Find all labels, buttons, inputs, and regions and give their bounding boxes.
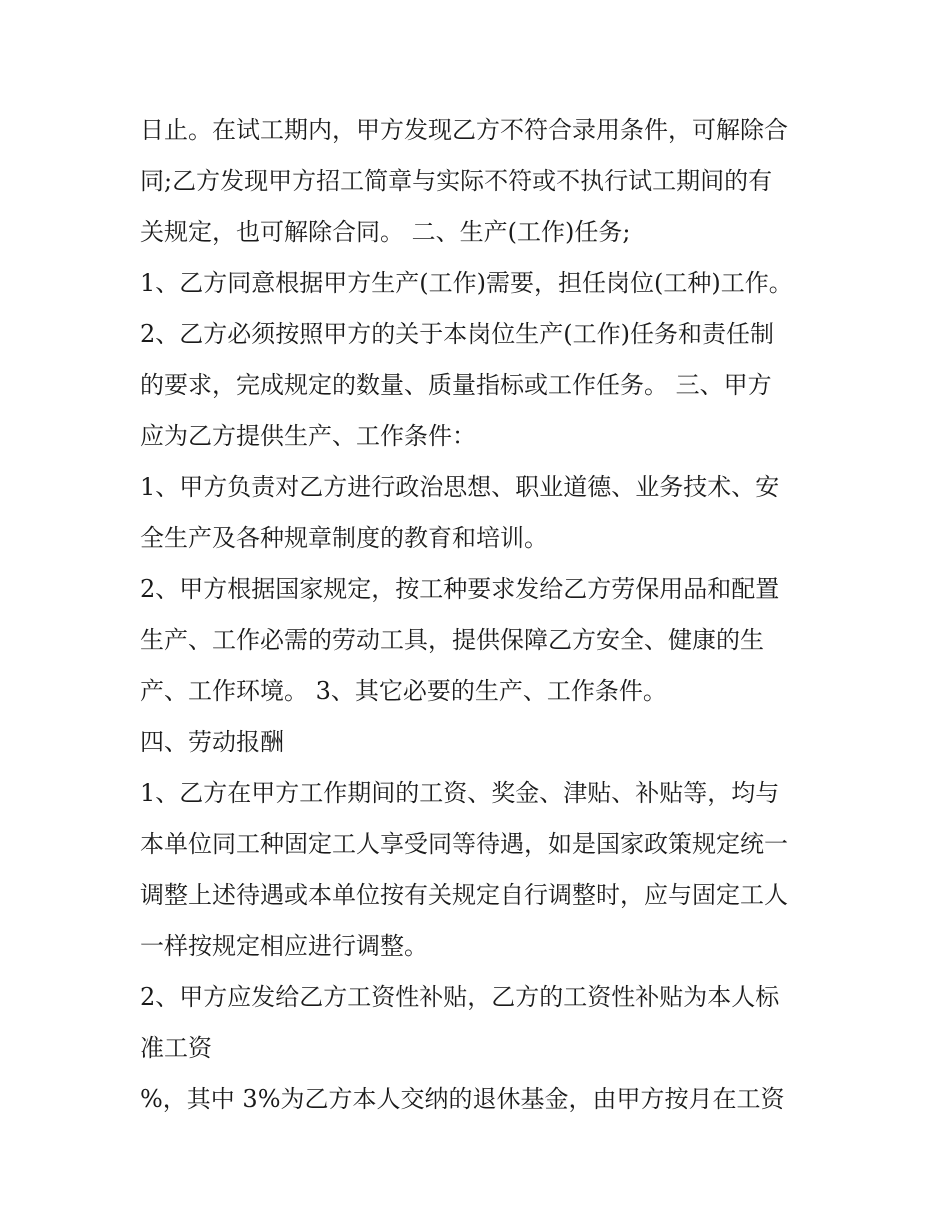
text-line: 调整上述待遇或本单位按有关规定自行调整时，应与固定工人 xyxy=(140,881,788,909)
text-line: 准工资 xyxy=(140,1034,212,1062)
text-line: 应为乙方提供生产、工作条件： xyxy=(140,422,476,450)
text-line: %，其中 3%为乙方本人交纳的退休基金，由甲方按月在工资 xyxy=(140,1085,785,1113)
text-line: 一样按规定相应进行调整。 xyxy=(140,932,428,960)
text-line: 的要求，完成规定的数量、质量指标或工作任务。 三、甲方 xyxy=(140,371,772,399)
text-line: 2、乙方必须按照甲方的关于本岗位生产(工作)任务和责任制 xyxy=(140,320,774,348)
text-line: 本单位同工种固定工人享受同等待遇，如是国家政策规定统一 xyxy=(140,830,788,858)
text-line: 全生产及各种规章制度的教育和培训。 xyxy=(140,524,548,552)
text-line: 1、乙方在甲方工作期间的工资、奖金、津贴、补贴等，均与 xyxy=(140,779,780,807)
text-line: 2、甲方根据国家规定，按工种要求发给乙方劳保用品和配置 xyxy=(140,575,780,603)
text-line: 1、乙方同意根据甲方生产(工作)需要，担任岗位(工种)工作。 xyxy=(140,269,793,297)
text-line: 关规定，也可解除合同。 二、生产(工作)任务; xyxy=(140,218,631,246)
text-line: 日止。在试工期内，甲方发现乙方不符合录用条件，可解除合 xyxy=(140,116,788,144)
text-line: 生产、工作必需的劳动工具，提供保障乙方安全、健康的生 xyxy=(140,626,764,654)
text-line: 2、甲方应发给乙方工资性补贴，乙方的工资性补贴为本人标 xyxy=(140,983,780,1011)
section-heading: 四、劳动报酬 xyxy=(140,728,284,756)
text-line: 1、甲方负责对乙方进行政治思想、职业道德、业务技术、安 xyxy=(140,473,780,501)
text-line: 产、工作环境。 3、其它必要的生产、工作条件。 xyxy=(140,677,667,705)
text-line: 同;乙方发现甲方招工简章与实际不符或不执行试工期间的有 xyxy=(140,167,773,195)
